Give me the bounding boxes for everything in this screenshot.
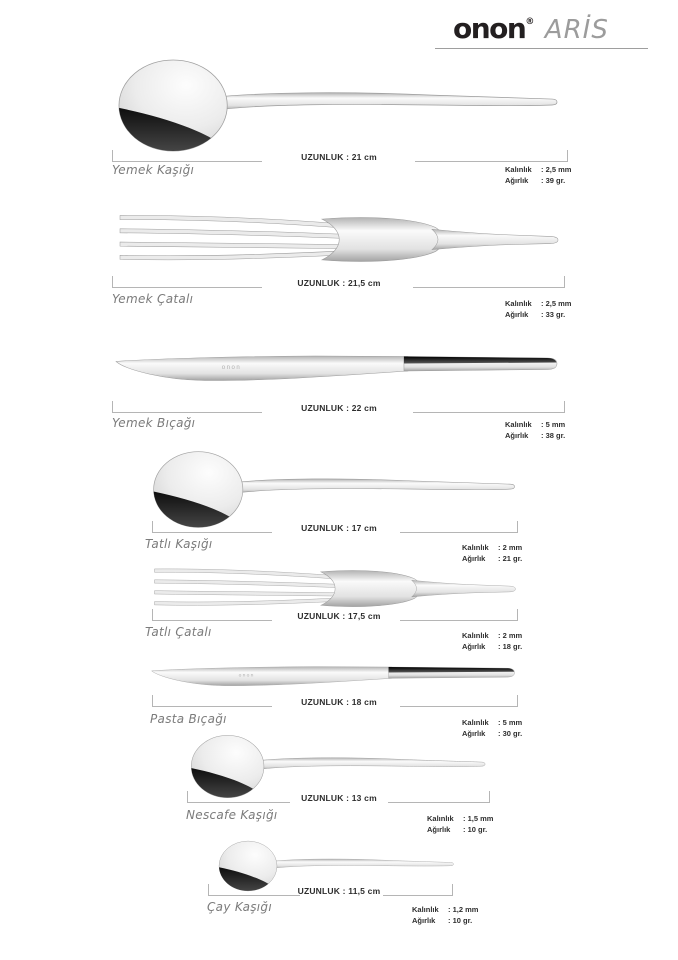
header-divider	[435, 48, 648, 49]
knife-image	[150, 662, 517, 693]
spec-thickness-row: Kalınlık : 2,5 mm	[505, 165, 572, 174]
spec-thickness-row: Kalınlık : 1,5 mm	[427, 814, 494, 823]
product-specs	[462, 542, 522, 564]
product-name: Yemek Bıçağı	[112, 416, 196, 430]
spec-weight-row: Ağırlık : 10 gr.	[412, 916, 473, 925]
measure-line-right	[400, 695, 518, 707]
product-name: Yemek Kaşığı	[112, 163, 195, 177]
measure-line-left	[152, 695, 272, 707]
blade-etch: onon	[238, 673, 255, 679]
measure-line-right	[413, 401, 565, 413]
product-name: Çay Kaşığı	[207, 900, 272, 914]
blade-etch: onon	[221, 365, 242, 371]
spec-weight-row: Ağırlık : 33 gr.	[505, 310, 566, 319]
measure-line-right	[383, 884, 453, 896]
measure-line-left	[208, 884, 300, 896]
length-label: UZUNLUK : 21 cm	[301, 152, 377, 162]
measure-line-left	[112, 401, 262, 413]
length-label: UZUNLUK : 17,5 cm	[297, 611, 381, 621]
measure-line-left	[187, 791, 290, 803]
spec-thickness-row: Kalınlık : 1,2 mm	[412, 905, 479, 914]
spec-thickness-row: Kalınlık : 2 mm	[462, 631, 523, 640]
measure-line-left	[112, 276, 262, 288]
spoon-image	[190, 734, 487, 799]
spec-weight-row: Ağırlık : 38 gr.	[505, 431, 566, 440]
spec-thickness-row: Kalınlık : 5 mm	[505, 420, 566, 429]
spec-weight-row: Ağırlık : 10 gr.	[427, 825, 488, 834]
product-name: Yemek Çatalı	[112, 292, 194, 306]
measure-line-left	[152, 521, 272, 533]
product-specs	[505, 164, 571, 186]
spoon-image	[152, 450, 517, 529]
measure-line-right	[400, 521, 518, 533]
spec-thickness-row: Kalınlık : 5 mm	[462, 718, 523, 727]
product-specs	[462, 630, 522, 652]
registered-mark: ®	[525, 17, 535, 27]
length-label: UZUNLUK : 22 cm	[301, 403, 377, 413]
spec-thickness-row: Kalınlık : 2 mm	[462, 543, 523, 552]
spec-weight-row: Ağırlık : 18 gr.	[462, 642, 523, 651]
spec-weight-row: Ağırlık : 21 gr.	[462, 554, 523, 563]
knife-image	[114, 350, 560, 390]
fork-image	[117, 212, 560, 268]
fork-image	[152, 566, 517, 612]
product-specs	[505, 419, 565, 441]
spoon-image	[117, 58, 560, 153]
spec-thickness-row: Kalınlık : 2,5 mm	[505, 299, 572, 308]
length-label: UZUNLUK : 17 cm	[301, 523, 377, 533]
series-name: ARİS	[544, 15, 609, 45]
length-label: UZUNLUK : 11,5 cm	[297, 886, 381, 896]
measure-line-left	[112, 150, 262, 162]
product-specs	[412, 904, 478, 926]
product-name: Tatlı Çatalı	[145, 625, 212, 639]
measure-line-left	[152, 609, 272, 621]
spec-weight-row: Ağırlık : 30 gr.	[462, 729, 523, 738]
brand-wordmark: onon	[453, 12, 526, 45]
brand-logo	[453, 14, 609, 45]
product-name: Tatlı Kaşığı	[145, 537, 213, 551]
length-label: UZUNLUK : 21,5 cm	[297, 278, 381, 288]
length-label: UZUNLUK : 18 cm	[301, 697, 377, 707]
product-name: Nescafe Kaşığı	[186, 808, 278, 822]
measure-line-right	[413, 276, 565, 288]
product-name: Pasta Bıçağı	[150, 712, 227, 726]
measure-line-right	[415, 150, 568, 162]
product-specs	[505, 298, 571, 320]
product-specs	[427, 813, 493, 835]
measure-line-right	[388, 791, 490, 803]
spec-weight-row: Ağırlık : 39 gr.	[505, 176, 566, 185]
length-label: UZUNLUK : 13 cm	[301, 793, 377, 803]
measure-line-right	[400, 609, 518, 621]
